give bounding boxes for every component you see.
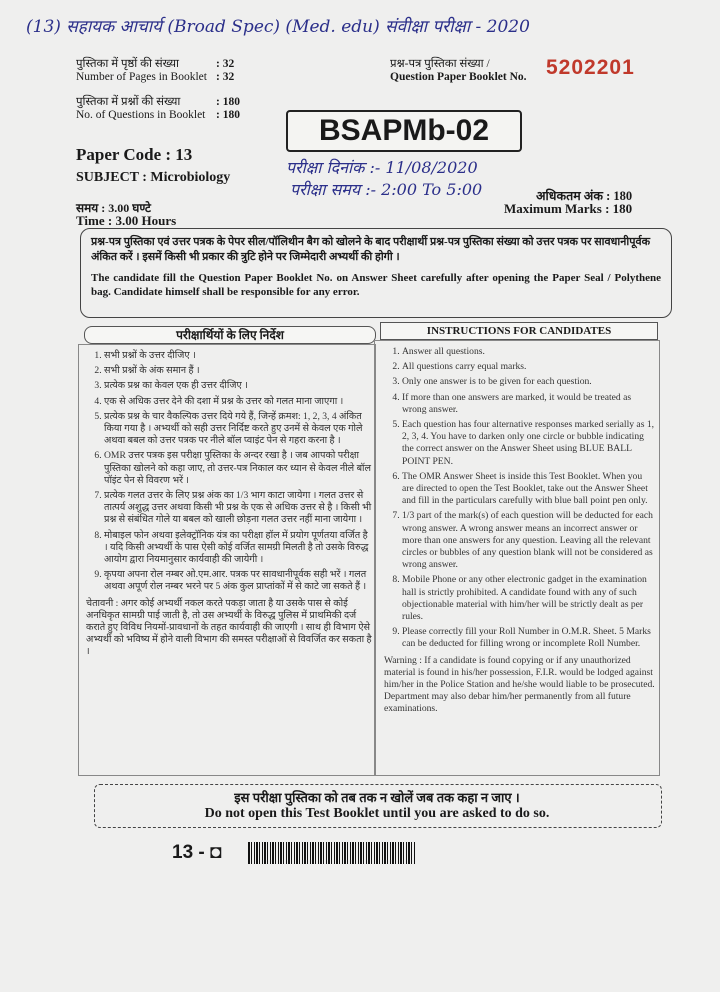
hindi-instructions-list — [82, 350, 372, 659]
hindi-instruction-item: 6. OMR उत्तर पत्रक इस परीक्षा पुस्तिका के अन्दर रखा है । जब आपको परीक्षा पुस्तिका खोलने को कहा जाए, तो उत्तर-पत्र निकाल कर ध्यान से केवल नीले बॉल पॉइंट पेन से विवरण भरें । — [104, 450, 372, 487]
english-instruction-item: 9. Please correctly fill your Roll Number in O.M.R. Sheet. 5 Marks can be deducted for filling wrong or incomplete Roll Number. — [402, 626, 656, 650]
time-english: Time : 3.00 Hours — [76, 213, 177, 228]
hindi-instruction-item: 7. प्रत्येक गलत उत्तर के लिए प्रश्न अंक का 1/3 भाग काटा जायेगा । गलत उत्तर से तात्पर्य अशुद्ध उत्तर अथवा किसी भी प्रश्न के एक से अधिक उत्तर से है । किसी भी प्रश्न से संबंधित गोले या बबल को खाली छोड़ना गलत उत्तर नहीं माना जायेगा । — [104, 490, 372, 527]
time-hindi: समय : 3.00 घण्टे — [76, 201, 151, 215]
max-marks-english: Maximum Marks : 180 — [504, 201, 633, 216]
subject: SUBJECT : Microbiology — [76, 170, 231, 185]
english-instruction-item: 1. Answer all questions. — [402, 346, 656, 358]
hindi-instruction-item: 4. एक से अधिक उत्तर देने की दशा में प्रश्न के उत्तर को गलत माना जाएगा । — [104, 396, 372, 408]
english-instruction-item: 4. If more than one answers are marked, it would be treated as wrong answer. — [402, 392, 656, 416]
notice-box — [80, 228, 672, 318]
hindi-instruction-item: 8. मोबाइल फोन अथवा इलेक्ट्रॉनिक यंत्र का परीक्षा हॉल में प्रयोग पूर्णतया वर्जित है । यदि किसी अभ्यर्थी के पास ऐसी कोई वर्जित सामग्री मिलती है तो उसके विरुद्ध आयोग द्वारा नियमानुसार कार्यवाही की जायेगी । — [104, 530, 372, 567]
pages-value: : 32 — [216, 58, 235, 70]
english-instruction-item: 7. 1/3 part of the mark(s) of each question will be deducted for each wrong answer. A wrong answer means an incorrect answer or more than one answers for any question. Leaving all the relevant circles or bubbles of any question blank will not be considered as wrong answer. — [402, 510, 656, 571]
handwritten-title: (13) सहायक आचार्य (Broad Spec) (Med. edu) संवीक्षा परीक्षा - 2020 — [26, 17, 530, 37]
notice-hindi: प्रश्न-पत्र पुस्तिका एवं उत्तर पत्रक के पेपर सील/पॉलिथीन बैग को खोलने के बाद परीक्षार्थी प्रश्न-पत्र पुस्तिका संख्या को उत्तर पत्रक पर सावधानीपूर्वक अंकित करें । इसमें किसी भी प्रकार की त्रुटि होने पर जिम्मेदारी अभ्यर्थी की होगी । — [91, 236, 651, 263]
hindi-instruction-item: 3. प्रत्येक प्रश्न का केवल एक ही उत्तर दीजिए । — [104, 380, 372, 392]
hindi-instruction-item: 1. सभी प्रश्नों के उत्तर दीजिए । — [104, 350, 372, 362]
english-instruction-item: 3. Only one answer is to be given for each question. — [402, 376, 656, 388]
hindi-instruction-item: 9. कृपया अपना रोल नम्बर ओ.एम.आर. पत्रक पर सावधानीपूर्वक सही भरें । गलत अथवा अपूर्ण रोल नम्बर भरने पर 5 अंक कुल प्राप्तांकों में से काटे जा सकते हैं । — [104, 569, 372, 593]
handwritten-exam-date: परीक्षा दिनांक :- 11/08/2020 — [286, 158, 478, 177]
qp-no-english-label: Question Paper Booklet No. — [390, 71, 527, 83]
english-instruction-item: 8. Mobile Phone or any other electronic gadget in the examination hall is strictly prohibited. A candidate found with any of such objectionable material with him/her will be strictly dealt as per rules. — [402, 574, 656, 623]
hindi-warning: चेतावनी : अगर कोई अभ्यर्थी नकल करते पकड़ा जाता है या उसके पास से कोई अनधिकृत सामग्री पाई जाती है, तो उस अभ्यर्थी के विरुद्ध पुलिस में प्राथमिकी दर्ज कराते हुए विविध नियमों-प्रावधानों के तहत कार्यवाही की जाएगी । साथ ही विभाग ऐसे अभ्यर्थी को भविष्य में होने वाली विभाग की समस्त परीक्षाओं से विवर्जित कर सकता है । — [86, 597, 372, 658]
english-instruction-item: 2. All questions carry equal marks. — [402, 361, 656, 373]
qp-no-hindi-label: प्रश्न-पत्र पुस्तिका संख्या / — [390, 58, 490, 70]
questions-hindi-label: पुस्तिका में प्रश्नों की संख्या — [76, 96, 181, 108]
english-instructions-list — [380, 346, 656, 716]
footer-page-code: 13 - ◘ — [172, 842, 222, 863]
english-warning: Warning : If a candidate is found copying or if any unauthorized material is found in his/her possession, F.I.R. would be lodged against him/her in the Police Station and he/she would liable to be prosecuted. Department may also debar him/her permanently from all future examinations. — [384, 654, 655, 715]
do-not-open-english: Do not open this Test Booklet until you are asked to do so. — [204, 806, 550, 821]
series-code-box: BSAPMb-02 — [286, 110, 522, 152]
english-instruction-item: 5. Each question has four alternative responses marked serially as 1, 2, 3, 4. You have to darken only one circle or bubble indicating the correct answer on the Answer Sheet using BLUE BALL POINT PEN. — [402, 419, 656, 468]
max-marks-hindi: अधिकतम अंक : 180 — [536, 189, 633, 203]
hindi-instructions-heading: परीक्षार्थियों के लिए निर्देश — [84, 326, 376, 344]
handwritten-exam-time: परीक्षा समय :- 2:00 To 5:00 — [290, 180, 483, 199]
qp-booklet-number: 5202201 — [546, 56, 635, 79]
questions-value-en: : 180 — [216, 109, 240, 121]
english-instruction-item: 6. The OMR Answer Sheet is inside this Test Booklet. When you are directed to open the Test Booklet, take out the Answer Sheet and fill in the particulars carefully with blue ball point pen only. — [402, 471, 656, 508]
english-instructions-heading: INSTRUCTIONS FOR CANDIDATES — [380, 322, 658, 340]
hindi-instruction-item: 2. सभी प्रश्नों के अंक समान हैं । — [104, 365, 372, 377]
hindi-instruction-item: 5. प्रत्येक प्रश्न के चार वैकल्पिक उत्तर दिये गये हैं, जिन्हें क्रमश: 1, 2, 3, 4 अंकित किया गया है । अभ्यर्थी को सही उत्तर निर्दिष्ट करते हुए उनमें से केवल एक गोले अथवा बबल को उत्तर पत्रक पर नीले बॉल प्वाइंट पेन से गहरा करना है । — [104, 411, 372, 448]
notice-english: The candidate fill the Question Paper Booklet No. on Answer Sheet carefully after opening the Paper Seal / Polythene bag. Candidate himself shall be responsible for any error. — [91, 272, 661, 298]
barcode-image — [248, 842, 416, 864]
pages-english-label: Number of Pages in Booklet — [76, 71, 207, 83]
pages-hindi-label: पुस्तिका में पृष्ठों की संख्या — [76, 58, 179, 70]
questions-value: : 180 — [216, 96, 240, 108]
paper-code: Paper Code : 13 — [76, 145, 193, 164]
questions-english-label: No. of Questions in Booklet — [76, 109, 206, 121]
pages-value-en: : 32 — [216, 71, 235, 83]
do-not-open-hindi: इस परीक्षा पुस्तिका को तब तक न खोलें जब तक कहा न जाए । — [234, 790, 520, 805]
